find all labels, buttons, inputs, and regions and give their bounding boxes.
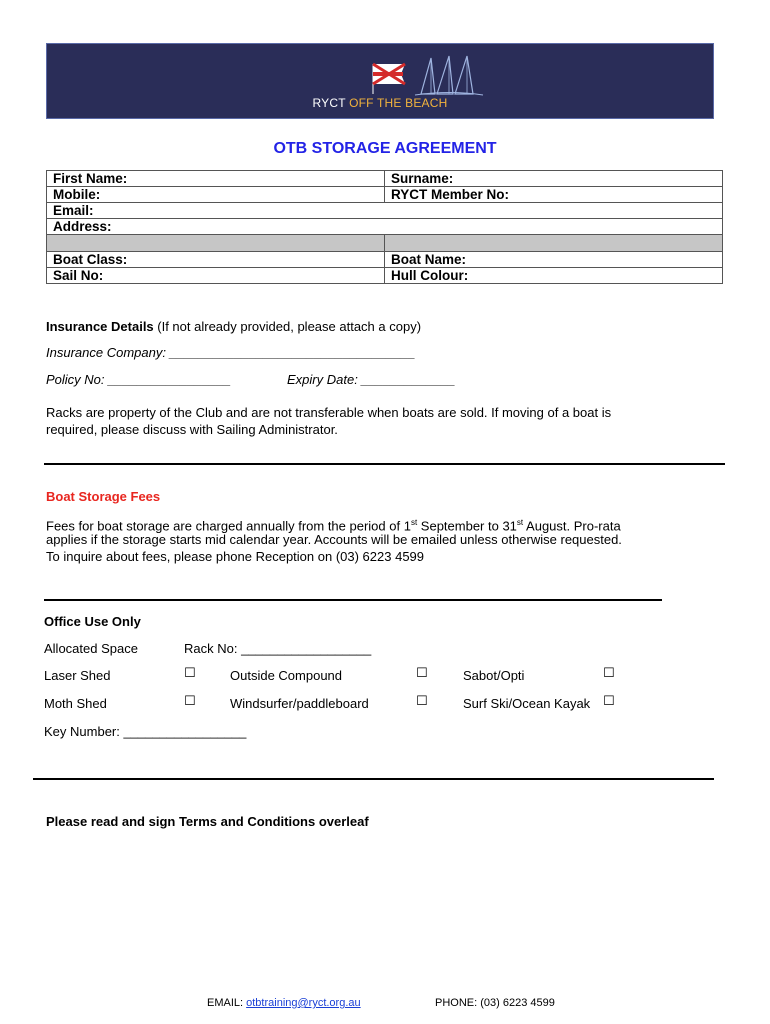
racks-notice-line-1: Racks are property of the Club and are not transferable when boats are sold. If moving of a boat is	[46, 405, 612, 420]
brand-name: RYCT OFF THE BEACH	[312, 96, 448, 110]
table-row	[47, 171, 723, 187]
header-banner	[46, 43, 714, 119]
first-name-field[interactable]: First Name:	[47, 171, 385, 187]
divider	[33, 778, 714, 780]
outside-compound-label: Outside Compound	[230, 668, 343, 683]
hull-colour-field[interactable]: Hull Colour:	[385, 268, 723, 284]
address-field[interactable]: Address:	[47, 219, 723, 235]
laser-shed-checkbox[interactable]: ☐	[184, 666, 196, 681]
table-row	[47, 203, 723, 219]
fees-text-line-2: applies if the storage starts mid calendar year. Accounts will be emailed unless otherwise requested.	[46, 532, 622, 547]
email-link[interactable]: otbtraining@ryct.org.au	[246, 997, 361, 1009]
boat-name-field[interactable]: Boat Name:	[385, 252, 723, 268]
surf-ski-label: Surf Ski/Ocean Kayak	[463, 696, 591, 711]
divider	[44, 599, 662, 601]
table-row	[47, 235, 723, 252]
insurance-company-field[interactable]: Insurance Company: __________________________________	[46, 345, 416, 360]
surf-ski-checkbox[interactable]: ☐	[603, 694, 615, 709]
sabot-opti-label: Sabot/Opti	[463, 668, 525, 683]
page-title: OTB STORAGE AGREEMENT	[273, 140, 497, 157]
table-row	[47, 252, 723, 268]
mobile-field[interactable]: Mobile:	[47, 187, 385, 203]
blank-cell	[385, 235, 723, 252]
member-details-table	[46, 170, 723, 284]
boat-class-field[interactable]: Boat Class:	[47, 252, 385, 268]
email-field[interactable]: Email:	[47, 203, 723, 219]
policy-number-field[interactable]: Policy No: _________________	[46, 372, 232, 387]
sabot-opti-checkbox[interactable]: ☐	[603, 666, 615, 681]
table-row	[47, 268, 723, 284]
laser-shed-label: Laser Shed	[44, 668, 111, 683]
rack-number-field[interactable]: Rack No: __________________	[184, 641, 372, 656]
moth-shed-label: Moth Shed	[44, 696, 107, 711]
table-row	[47, 187, 723, 203]
racks-notice-line-2: required, please discuss with Sailing Administrator.	[46, 422, 338, 437]
blank-cell	[47, 235, 385, 252]
terms-note: Please read and sign Terms and Conditions overleaf	[46, 814, 369, 829]
moth-shed-checkbox[interactable]: ☐	[184, 694, 196, 709]
footer-email: EMAIL: otbtraining@ryct.org.au	[207, 997, 361, 1009]
fees-text-line-3: To inquire about fees, please phone Reception on (03) 6223 4599	[46, 549, 425, 564]
member-number-field[interactable]: RYCT Member No:	[385, 187, 723, 203]
ryct-logo-icon	[365, 50, 495, 98]
outside-compound-checkbox[interactable]: ☐	[416, 666, 428, 681]
divider	[44, 463, 725, 465]
windsurfer-label: Windsurfer/paddleboard	[230, 696, 369, 711]
expiry-date-field[interactable]: Expiry Date: _____________	[287, 372, 456, 387]
sail-number-field[interactable]: Sail No:	[47, 268, 385, 284]
insurance-note: (If not already provided, please attach a copy)	[153, 319, 422, 334]
allocated-space-label: Allocated Space	[44, 641, 138, 656]
surname-field[interactable]: Surname:	[385, 171, 723, 187]
footer-phone: PHONE: (03) 6223 4599	[435, 997, 555, 1009]
table-row	[47, 219, 723, 235]
fees-heading: Boat Storage Fees	[46, 489, 161, 504]
fees-text-line-1: Fees for boat storage are charged annually from the period of 1st September to 31st August. Pro-rata	[46, 518, 621, 534]
insurance-heading: Insurance Details	[46, 319, 154, 334]
windsurfer-checkbox[interactable]: ☐	[416, 694, 428, 709]
office-use-heading: Office Use Only	[44, 614, 141, 629]
insurance-heading-line	[46, 318, 421, 335]
key-number-field[interactable]: Key Number: _________________	[44, 724, 247, 739]
